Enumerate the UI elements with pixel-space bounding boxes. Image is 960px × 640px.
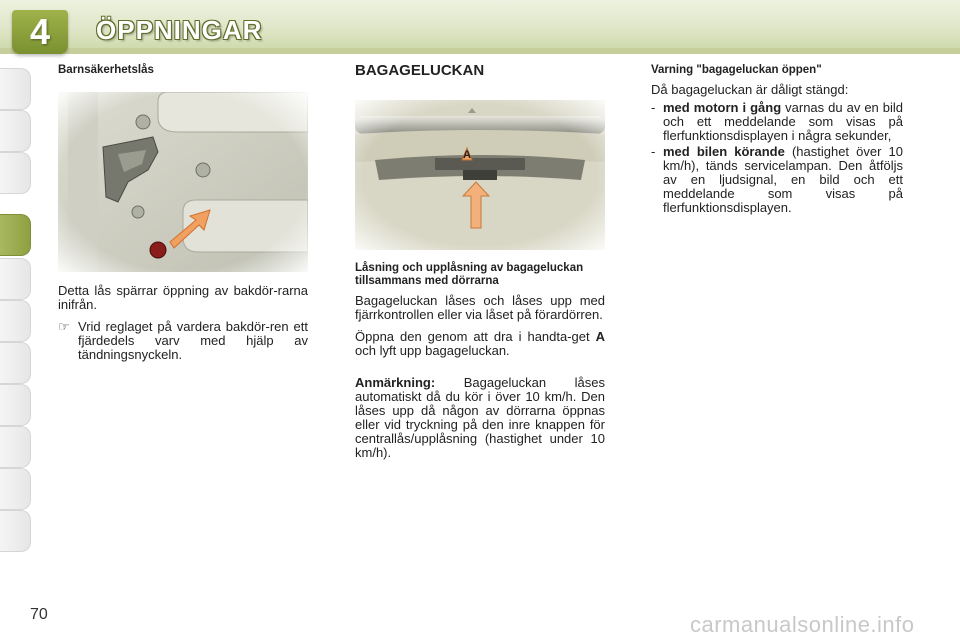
instruction-item: [58, 320, 308, 362]
locking-paragraph: Bagageluckan låses och låses upp med fjärrkontrollen eller via låset på förardörren.: [355, 293, 605, 322]
header-stripe: [0, 48, 960, 54]
warning-item: [651, 101, 903, 143]
handle-label: A: [595, 329, 605, 344]
chapter-title: ÖPPNINGAR: [96, 15, 263, 45]
note-label: Anmärkning:: [355, 375, 436, 390]
dash-marker: -: [651, 100, 656, 115]
child-lock-heading: Barnsäkerhetslås: [58, 64, 154, 76]
tailgate-photo: [355, 100, 605, 250]
middle-column: [355, 62, 605, 80]
instruction-text: Vrid reglaget på vardera bakdör-ren ett fjärdedels varv med hjälp av tändningsnyckeln.: [78, 319, 308, 362]
page-number: 70: [30, 606, 48, 623]
chapter-tab: [12, 10, 68, 54]
child-lock-photo: [58, 92, 308, 272]
warning-item-bold: med motorn i gång: [663, 100, 782, 115]
right-column: [651, 64, 903, 217]
pointing-hand-icon: ☞: [58, 319, 70, 334]
side-tab[interactable]: [0, 152, 31, 194]
section-heading: BAGAGELUCKAN: [355, 62, 485, 79]
side-tab[interactable]: [0, 342, 31, 384]
child-lock-description: Detta lås spärrar öppning av bakdör-rarna inifrån.: [58, 283, 308, 312]
side-tab[interactable]: [0, 468, 31, 510]
middle-text: [355, 262, 605, 468]
note-paragraph: [355, 376, 605, 460]
warning-item-body: (hastighet över 10 km/h), tänds servicelampan. Den åtföljs av en ljudsignal, en bild och ett meddelande som visas på flerfunktionsdisplayen.: [663, 144, 903, 215]
warning-item-text: [663, 101, 903, 143]
note-text: Bagageluckan låses automatiskt då du kör i över 10 km/h. Den låses upp då någon av dörrarna öppnas eller vid tryckning på den inre knappen för centrallås/upplåsning (hastighet under 10 km/h).: [355, 375, 605, 460]
opening-text-start: Öppna den genom att dra i handta-get: [355, 329, 596, 344]
locking-subheading: Låsning och upplåsning av bagageluckan tillsammans med dörrarna: [355, 262, 584, 287]
side-tab[interactable]: [0, 110, 31, 152]
dash-marker: -: [651, 144, 656, 159]
watermark: carmanualsonline.info: [690, 612, 915, 637]
warning-item-body: varnas du av en bild och ett meddelande som visas på flerfunktionsdisplayen i några sekunder,: [663, 100, 903, 143]
warning-item-bold: med bilen körande: [663, 144, 785, 159]
side-tab-strip: [0, 68, 32, 578]
side-tab[interactable]: [0, 300, 31, 342]
left-text: [58, 284, 308, 368]
side-tab[interactable]: [0, 426, 31, 468]
warning-item-text: [663, 145, 903, 215]
left-column: [58, 64, 308, 77]
warning-intro: Då bagageluckan är dåligt stängd:: [651, 82, 849, 97]
side-tab[interactable]: [0, 384, 31, 426]
side-tab[interactable]: [0, 258, 31, 300]
side-tab-active[interactable]: [0, 214, 31, 256]
warning-item: [651, 145, 903, 215]
chapter-number: 4: [29, 11, 51, 52]
opening-text-end: och lyft upp bagageluckan.: [355, 343, 510, 358]
warning-heading: Varning "bagageluckan öppen": [651, 64, 822, 76]
opening-paragraph: [355, 330, 605, 358]
side-tab[interactable]: [0, 510, 31, 552]
side-tab[interactable]: [0, 68, 31, 110]
